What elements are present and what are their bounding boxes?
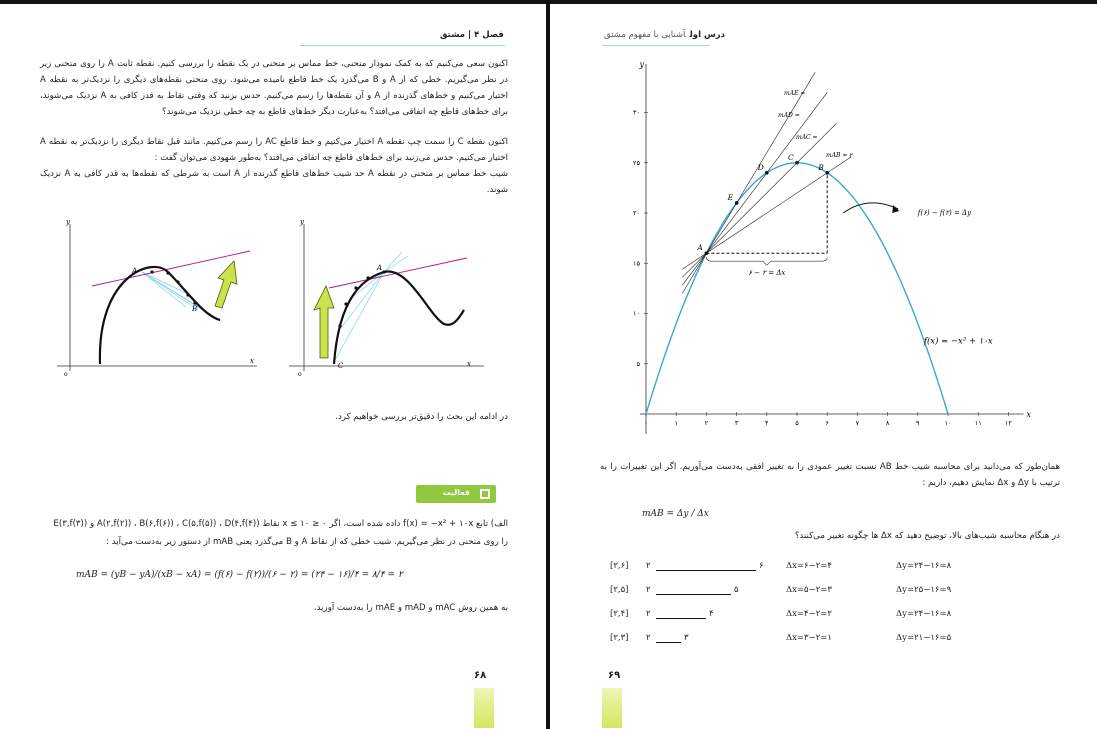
secant-label: mAB = ۲ (826, 152, 853, 159)
row-start: ۲ (646, 609, 651, 619)
x-tick-label: ۳ (734, 419, 739, 427)
secant-graph-right-approach (52, 216, 262, 381)
x-tick-label: ۱ (674, 419, 678, 427)
right-header: درس اولآشنایی با مفهوم مشتق (604, 30, 725, 40)
svg-text:x: x (467, 360, 471, 368)
page-tab-right (602, 688, 622, 728)
header-rule (602, 45, 710, 46)
row-delta-x: Δx=۵−۲=۳ (786, 585, 832, 595)
x-tick-label: ۰ (644, 419, 648, 427)
delta-y-arrow (843, 203, 898, 213)
row-delta-y: Δy=۲۵−۱۶=۹ (896, 585, 952, 595)
activity-line-3: به همین روش mAC و mAD و mAE را به‌دست آورید. (313, 603, 508, 613)
svg-text:x: x (250, 357, 254, 365)
x-tick-label: ۵ (795, 419, 799, 427)
parabola-curve (646, 163, 948, 414)
delta-x-annotation: ۶ − ۲ = Δx (748, 269, 786, 278)
page-tab-left (474, 688, 494, 728)
point-E (735, 201, 739, 205)
point-label-A: A (697, 243, 703, 253)
page-number-right: ۶۹ (608, 670, 621, 681)
secant-label: mAE = (784, 90, 806, 97)
row-interval: [۲,۶] (610, 561, 629, 571)
x-tick-label: ۱۲ (1004, 419, 1012, 427)
svg-text:A: A (132, 267, 138, 275)
x-tick-label: ۸ (885, 419, 890, 427)
delta-x-brace (706, 257, 827, 265)
paragraph-2: اکنون نقطه C را سمت چپ نقطه A اختیار می‌کنیم و خط قاطع AC را رسم می‌کنیم. مانند قبل نقاط دیگری را نزدیک‌تر به نقطه A اختیار می‌کنیم. حدس می‌زنید برای خط‌های قاطع چه اتفاقی می‌افتد؟ به‌طور شهودی می‌توان گفت : (40, 137, 508, 163)
header-rule (300, 45, 505, 46)
x-tick-label: ۶ (825, 419, 829, 427)
y-tick-label: ۲۰ (633, 209, 640, 217)
x-tick-label: ۷ (855, 419, 860, 427)
secant-line-E (682, 72, 815, 293)
point-label-B: B (818, 162, 824, 172)
secant-label: mAD = (778, 112, 800, 119)
right-page (550, 4, 1097, 729)
row-interval: [۲,۴] (610, 609, 629, 619)
row-interval: [۲,۵] (610, 585, 629, 595)
row-delta-y: Δy=۲۱−۱۶=۵ (896, 633, 952, 643)
secant-label: mAC = (796, 134, 818, 141)
row-start: ۲ (646, 585, 651, 595)
y-axis-label: y (639, 60, 644, 69)
y-tick-label: ۲۵ (633, 158, 640, 167)
row-end: ۳ (684, 633, 689, 643)
paragraph-1: اکنون سعی می‌کنیم که به کمک نمودار منحنی، خط مماس بر منحنی در یک نقطه را بررسی کنیم. نقطه ثابت A را روی منحنی زیر در نظر می‌گیریم. خطی که از A و B می‌گذرد یک خط قاطع نامیده می‌شود. روی منحنی نقطه‌های دیگری را نزدیک‌تر به نقطه A اختیار می‌کنیم و خط‌های گذرنده از A و آن نقطه‌ها را رسم می‌کنیم. حدس بزنید که وقتی نقاط به قدر کافی به A نزدیک می‌شوند، برای خط‌های قاطع چه اتفاقی می‌افتد؟ به‌عبارت دیگر خط‌های قاطع به چه خطی نزدیک می‌شوند؟ (40, 59, 509, 117)
left-page (0, 4, 546, 729)
point-D (765, 171, 769, 175)
svg-text:o: o (298, 371, 302, 378)
svg-text:y: y (66, 218, 70, 226)
row-delta-x: Δx=۳−۲=۱ (786, 633, 832, 643)
slope-ab-formula: mAB = (yB − yA)/(xB − xA) = (f(۶) − f(۲))/(۶ − ۲) = (۲۴ − ۱۶)/۴ = ۸/۴ = ۲ (76, 570, 403, 580)
left-header: فصل ۴ | مشتق (440, 30, 504, 40)
y-tick-label: ۱۰ (633, 309, 640, 318)
page-number-left: ۶۸ (474, 670, 487, 681)
secant-graph-left-approach (284, 216, 489, 381)
row-segment (656, 642, 681, 643)
activity-line-2: را روی منحنی در نظر می‌گیریم. شیب خطی که از نقاط A و B می‌گذرد یعنی mAB از دستور زیر به‌دست می‌آید : (106, 537, 508, 547)
row-delta-y: Δy=۲۴−۱۶=۸ (896, 609, 952, 619)
row-delta-x: Δx=۶−۲=۴ (786, 561, 832, 571)
secant-line-D (682, 92, 827, 285)
activity-banner: فعالیت (416, 485, 496, 503)
explanation-text: همان‌طور که می‌دانید برای محاسبه شیب خط AB نسبت تغییر عمودی را به تغییر افقی به‌دست می‌آوریم. اگر این تغییرات را به ترتیب با Δy و Δx نمایش دهیم، داریم : (600, 462, 1060, 488)
point-label-D: D (757, 162, 764, 172)
row-segment (656, 594, 731, 595)
x-tick-label: ۲ (704, 419, 709, 427)
paragraph-3: شیب خط مماس بر منحنی در نقطه A حد شیب خط‌های قاطع گذرنده از A است به شرطی که نقطه‌ها به قدر کافی به A نزدیک شوند. (40, 169, 509, 195)
y-tick-label: ۵ (636, 359, 640, 368)
x-tick-label: ۴ (765, 419, 769, 427)
parabola-chart (620, 59, 1040, 449)
point-label-E: E (727, 192, 734, 202)
row-segment (656, 618, 706, 619)
delta-y-annotation: f(۶) − f(۲) = Δy (917, 209, 972, 217)
activity-line-1: الف) تابع f(x) = −x² + ۱۰x داده شده است، اگر ۰ ≤ x ≤ ۱۰ نقاط A(۲,f(۲)) ، B(۶,f(۶)) ، C(۵,f(۵)) ، D(۴,f(۴)) و E(۳,f(۳)) (53, 519, 508, 529)
row-delta-x: Δx=۴−۲=۲ (786, 609, 832, 619)
y-tick-label: ۳۰ (633, 108, 640, 117)
row-segment (656, 570, 756, 571)
svg-text:B: B (192, 305, 198, 313)
x-tick-label: ۱۰ (944, 419, 952, 427)
x-tick-label: ۱۱ (974, 419, 982, 427)
row-start: ۲ (646, 561, 651, 571)
row-end: ۵ (734, 585, 739, 595)
row-end: ۴ (709, 609, 714, 619)
y-tick-label: ۱۵ (633, 259, 640, 268)
curve-label: f(x) = −x² + ۱۰x (923, 336, 993, 347)
svg-text:A: A (377, 264, 383, 272)
row-delta-y: Δy=۲۴−۱۶=۸ (896, 561, 952, 571)
row-end: ۶ (759, 561, 764, 571)
svg-text:o: o (64, 371, 68, 378)
point-C (795, 161, 799, 165)
slope-delta-formula: mAB = Δy / Δx (642, 509, 709, 519)
x-axis-label: x (1026, 410, 1032, 419)
row-interval: [۲,۳] (610, 633, 629, 643)
discussion-note: در ادامه این بحث را دقیق‌تر بررسی خواهیم کرد. (335, 412, 508, 422)
point-label-C: C (788, 152, 794, 162)
x-tick-label: ۹ (916, 419, 920, 427)
delta-question: در هنگام محاسبه شیب‌های بالا، توضیح دهید که Δx ها چگونه تغییر می‌کنند؟ (794, 531, 1060, 541)
row-start: ۲ (646, 633, 651, 643)
svg-text:C: C (338, 362, 344, 370)
svg-text:y: y (300, 218, 304, 226)
